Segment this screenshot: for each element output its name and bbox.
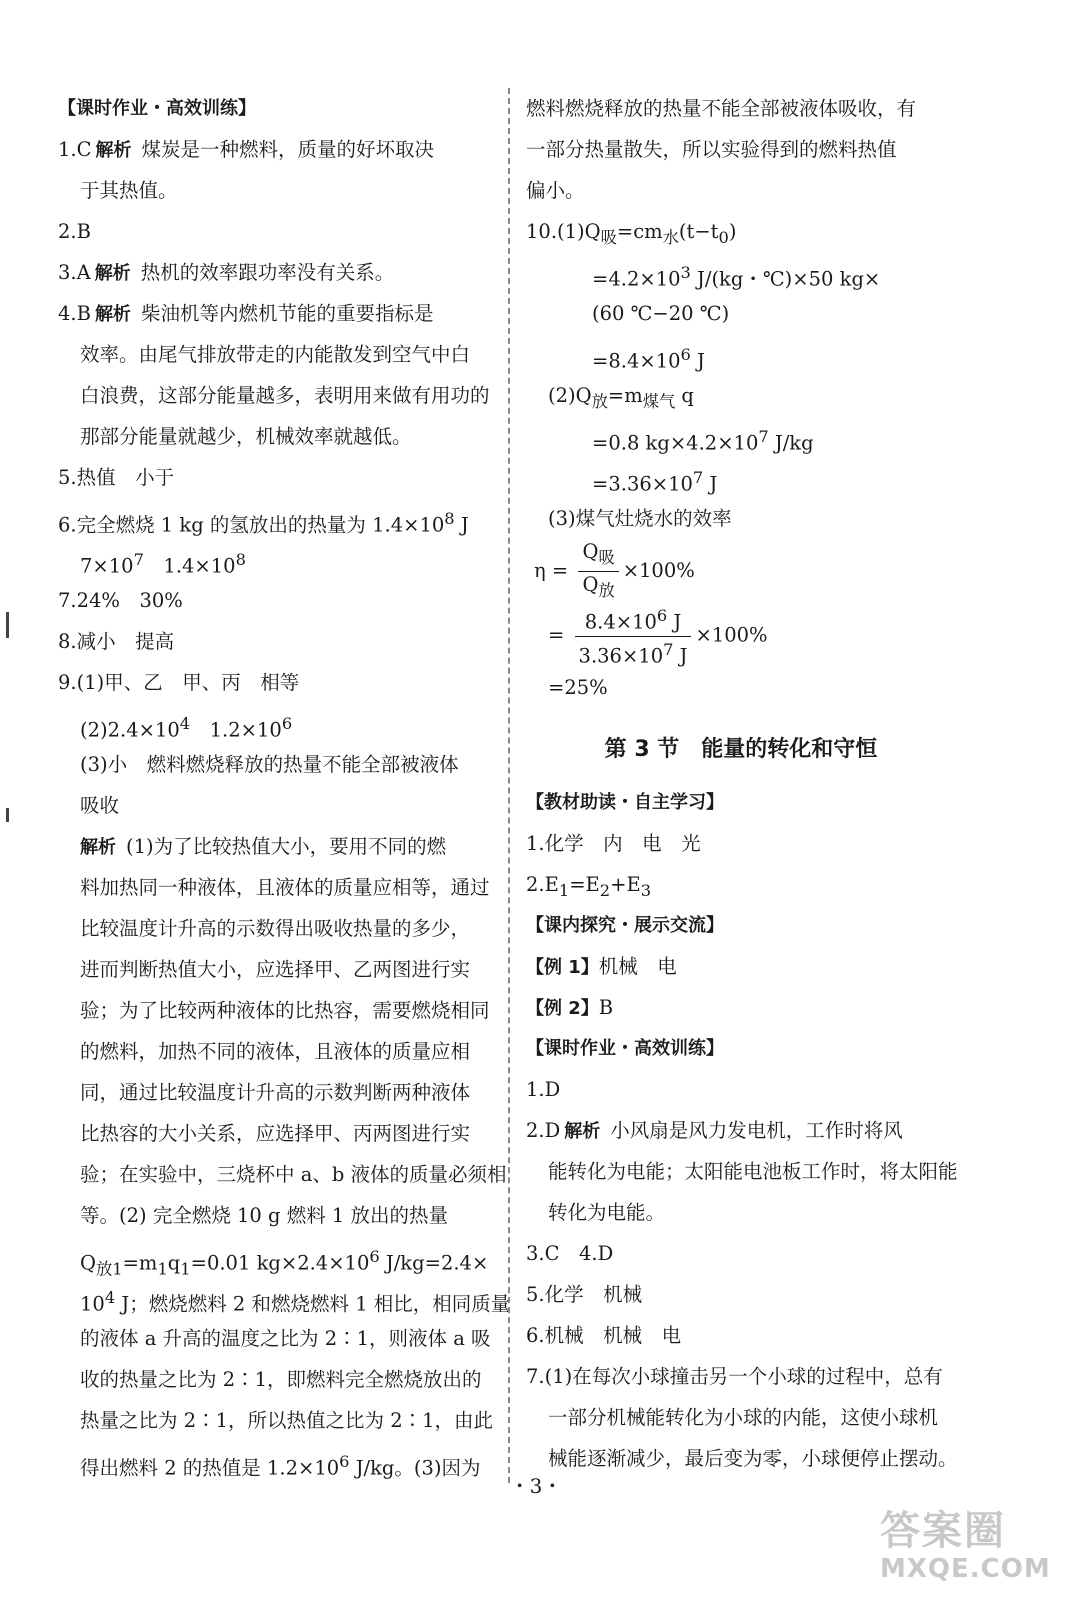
right-column <box>526 88 956 1479</box>
answer-4-cont: 效率。由尾气排放带走的内能散发到空气中白 <box>80 343 471 366</box>
answer-9-part-3: (3)小 燃料燃烧释放的热量不能全部被液体 <box>80 753 459 776</box>
answer-10-calc: $=8.4\times 10^6$ J <box>592 345 705 373</box>
answer-1: 1.C 解析 煤炭是一种燃料，质量的好坏取决 <box>58 138 435 161</box>
task-answer-2-cont: 转化为电能。 <box>548 1201 666 1224</box>
analysis-9-text: 比热容的大小关系，应选择甲、丙两图进行实 <box>80 1122 471 1145</box>
analysis-label: 解析 <box>80 837 116 858</box>
answer-8: 8.减小 提高 <box>58 630 175 653</box>
efficiency-result: =25% <box>548 676 608 699</box>
answer-6: 6.完全燃烧 1 kg 的氢放出的热量为 $1.4\times 10^8$ J <box>58 509 469 537</box>
analysis-9-cont: 偏小。 <box>526 179 585 202</box>
section-heading: 【教材助读・自主学习】 <box>526 792 724 813</box>
answer-10-calc: $=4.2\times 10^3$ J/(kg・℃)×50 kg× <box>592 263 881 291</box>
page-number: ・3・ <box>509 1474 563 1498</box>
task-answer-7-cont: 一部分机械能转化为小球的内能，这使小球机 <box>548 1406 939 1429</box>
task-answer-5: 5.化学 机械 <box>526 1283 643 1306</box>
answer-10-part-1: $10.(1)Q_吸=cm_水(t-t_0)$ <box>526 220 737 247</box>
analysis-9-text: 进而判断热值大小，应选择甲、乙两图进行实 <box>80 958 471 981</box>
watermark-text: 答案圈 <box>880 1508 1006 1554</box>
analysis-label: 解析 <box>95 140 132 161</box>
analysis-9: 解析 (1)为了比较热值大小，要用不同的燃 <box>80 835 447 858</box>
section-title: 第 3 节 能量的转化和守恒 <box>604 737 878 762</box>
analysis-9-text: 收的热量之比为 2∶1，即燃料完全燃烧放出的 <box>80 1368 482 1391</box>
efficiency-substitution: = $\frac{8.4\times 10^6 J}{3.36\times 10^7 J}$ ×100% <box>526 603 956 667</box>
task-answer-7: 7.(1)在每次小球撞击另一个小球的过程中，总有 <box>526 1365 943 1388</box>
analysis-9-text: 比较温度计升高的示数得出吸收热量的多少， <box>80 917 471 940</box>
answer-7: 7.24% 30% <box>58 589 183 612</box>
study-answer-1: 1.化学 内 电 光 <box>526 832 701 855</box>
analysis-9-text: 的液体 a 升高的温度之比为 2∶1，则液体 a 吸 <box>80 1327 491 1350</box>
column-divider <box>508 88 510 1483</box>
analysis-9-text: 同，通过比较温度计升高的示数判断两种液体 <box>80 1081 471 1104</box>
task-answer-7-cont: 械能逐渐减少，最后变为零，小球便停止摆动。 <box>548 1447 958 1470</box>
watermark-url: MXQE.COM <box>880 1554 1051 1584</box>
task-answer-2: 2.D 解析 小风扇是风力发电机，工作时将风 <box>526 1119 903 1142</box>
answer-4-cont: 白浪费，这部分能量越多，表明用来做有用功的 <box>80 384 490 407</box>
answer-6-cont: $7\times 10^7$ $1.4\times 10^8$ <box>80 550 246 578</box>
analysis-9-text: 热量之比为 2∶1，所以热值之比为 2∶1，由此 <box>80 1409 494 1432</box>
answer-4-cont: 那部分能量就越少，机械效率就越低。 <box>80 425 412 448</box>
analysis-9-text: 验；为了比较两种液体的比热容，需要燃烧相同 <box>80 999 490 1022</box>
analysis-label: 解析 <box>564 1121 601 1142</box>
answer-1-cont: 于其热值。 <box>80 179 178 202</box>
answer-3: 3.A 解析 热机的效率跟功率没有关系。 <box>58 261 395 284</box>
left-column <box>58 88 511 1482</box>
analysis-label: 解析 <box>94 304 131 325</box>
section-heading: 【课内探究・展示交流】 <box>526 915 724 936</box>
analysis-9-text: 验；在实验中，三烧杯中 a、b 液体的质量必须相 <box>80 1163 507 1186</box>
analysis-9-text: 的燃料，加热不同的液体，且液体的质量应相 <box>80 1040 471 1063</box>
task-answer-3-4: 3.C 4.D <box>526 1242 614 1265</box>
task-answer-2-cont: 能转化为电能；太阳能电池板工作时，将太阳能 <box>548 1160 958 1183</box>
study-answer-2: $2.E_1=E_2+E_3$ <box>526 873 652 900</box>
section-heading: 【课时作业・高效训练】 <box>58 98 256 119</box>
answer-10-part-2: $(2)Q_放=m_{煤气}$ q <box>548 384 694 411</box>
analysis-9-formula: $Q_{放1}=m_1q_1=0.01$ $kg\times 2.4\times 10^6$ J/kg=2.4× <box>80 1247 489 1279</box>
example-1: 【例 1】机械 电 <box>526 955 677 978</box>
answer-9: 9.(1)甲、乙 甲、丙 相等 <box>58 671 300 694</box>
answer-10-calc: (60 ℃−20 ℃) <box>592 302 730 325</box>
analysis-9-text: 料加热同一种液体，且液体的质量应相等，通过 <box>80 876 490 899</box>
margin-mark <box>6 808 9 822</box>
efficiency-formula: η = $\frac{Q_吸}{Q_放}$ ×100% <box>526 539 956 603</box>
analysis-label: 解析 <box>94 263 131 284</box>
task-answer-6: 6.机械 机械 电 <box>526 1324 682 1347</box>
task-answer-1: 1.D <box>526 1078 561 1101</box>
fraction: $\frac{Q_吸}{Q_放}$ <box>578 539 618 604</box>
answer-10-calc: =0.8 $kg\times 4.2\times 10^7$ J/kg <box>592 427 814 455</box>
analysis-9-text: 等。(2) 完全燃烧 10 g 燃料 1 放出的热量 <box>80 1204 449 1227</box>
watermark-logo <box>880 1508 1056 1592</box>
answer-10-calc: $=3.36\times 10^7$ J <box>592 468 718 496</box>
answer-5: 5.热值 小于 <box>58 466 175 489</box>
answer-4: 4.B 解析 柴油机等内燃机节能的重要指标是 <box>58 302 434 325</box>
answer-9-part-2: $(2)2.4\times 10^4$ $1.2\times 10^6$ <box>80 714 293 742</box>
section-heading: 【课时作业・高效训练】 <box>526 1038 724 1059</box>
fraction: $\frac{8.4\times 10^6 J}{3.36\times 10^7 J}$ <box>575 603 692 669</box>
answer-9-part-3-cont: 吸收 <box>80 794 120 817</box>
analysis-9-text: $10^4$ J；燃烧燃料 2 和燃烧燃料 1 相比，相同质量 <box>80 1288 511 1316</box>
margin-mark <box>6 612 9 638</box>
example-2: 【例 2】B <box>526 996 614 1019</box>
analysis-9-text: 得出燃料 2 的热值是 $1.2\times 10^6$ J/kg。(3)因为 <box>80 1452 481 1480</box>
analysis-9-cont: 一部分热量散失，所以实验得到的燃料热值 <box>526 138 897 161</box>
answer-2: 2.B <box>58 220 91 243</box>
analysis-9-cont: 燃料燃烧释放的热量不能全部被液体吸收，有 <box>526 97 917 120</box>
answer-10-part-3: (3)煤气灶烧水的效率 <box>548 507 732 530</box>
